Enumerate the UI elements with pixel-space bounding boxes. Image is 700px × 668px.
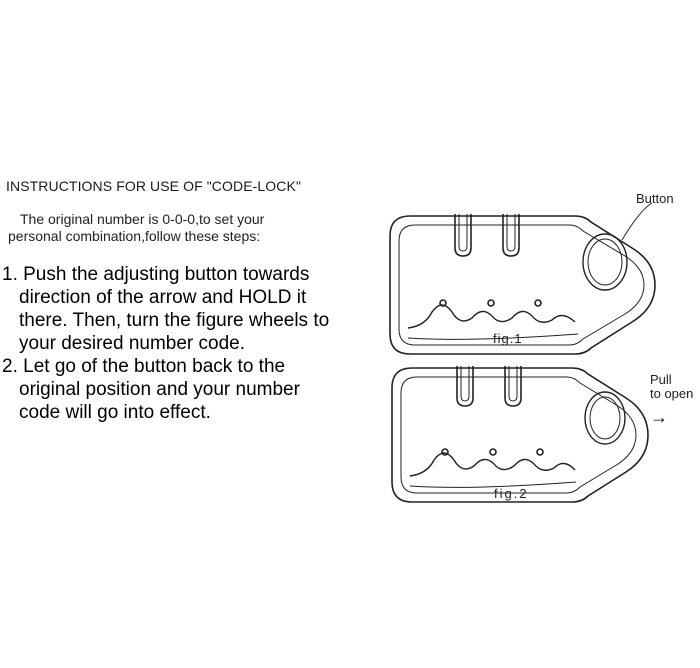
intro-line-2: personal combination,follow these steps: [8, 228, 261, 244]
document-title: INSTRUCTIONS FOR USE OF "CODE-LOCK" [6, 178, 302, 194]
arrow-right-icon: → [650, 407, 668, 427]
pull-to-open-label [650, 373, 693, 401]
step-2-line-3: code will go into effect. [19, 402, 211, 423]
step-2-line-1: 2. Let go of the button back to the [2, 356, 286, 377]
step-1-line-4: your desired number code. [19, 333, 246, 354]
fig2-caption: fig.2 [494, 486, 529, 501]
step-1-line-2: direction of the arrow and HOLD it [19, 287, 307, 308]
step-1-line-3: there. Then, turn the figure wheels to [19, 310, 330, 331]
pull-label: Pull [650, 372, 672, 387]
step-2-line-2: original position and your number [19, 379, 300, 400]
button-label: Button [636, 191, 674, 206]
lock-illustration-fig2 [392, 366, 648, 502]
step-1-line-1: 1. Push the adjusting button towards [2, 264, 310, 285]
intro-line-1: The original number is 0-0-0,to set your [20, 211, 265, 227]
fig1-caption: fig.1 [493, 331, 523, 346]
to-open-label: to open [650, 386, 694, 401]
